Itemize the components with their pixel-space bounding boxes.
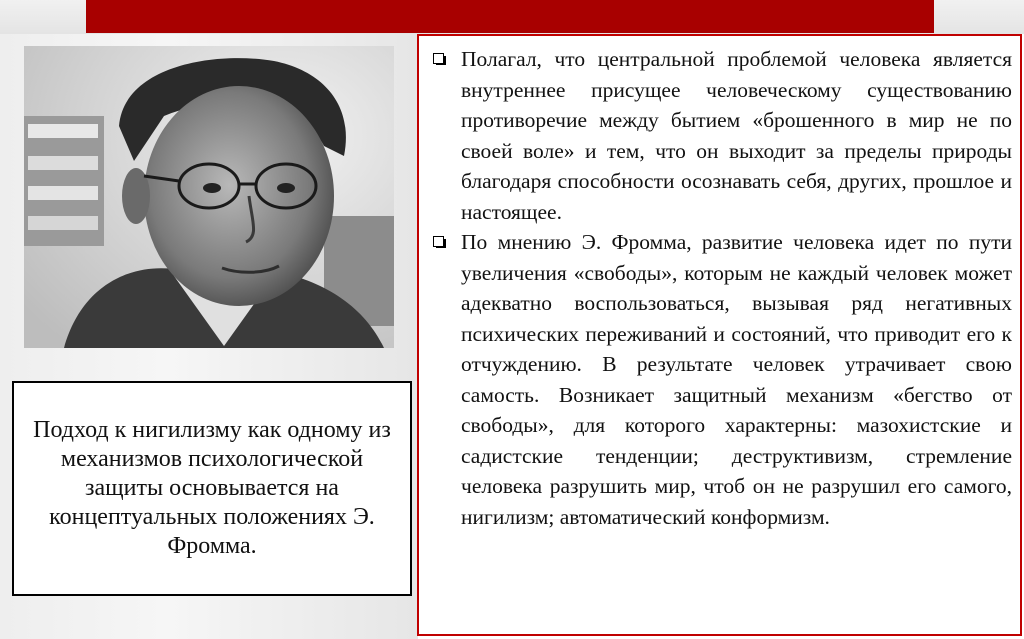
caption-text: Подход к нигилизму как одному из механизмов психологической защиты основывается на концептуальных положениях Э. Фромма. xyxy=(33,417,391,559)
checkbox-bullet-icon xyxy=(433,236,444,247)
title-bar xyxy=(86,0,934,33)
bullet-text-2: По мнению Э. Фромма, развитие человека идет по пути увеличения «свободы», которым не каждый человек может адекватно воспользоваться, вызывая ряд негативных психических переживаний и состояний, что приводит его к отчуждению. В результате человек утрачивает свою самость. Возникает защитный механизм «бегство от свободы», для которого характерны: мазохистские и садистские тенденции; деструктивизм, стремление человека разрушить мир, чтоб он не разрушил его самого, нигилизм; автоматический конформизм. xyxy=(461,230,1012,529)
bullet-text-1: Полагал, что центральной проблемой человека является внутреннее присущее человеческому существованию противоречие между бытием «брошенного в мир не по своей воле» и тем, что он выходит за пределы природы благодаря способности осознавать себя, других, прошлое и настоящее. xyxy=(461,47,1012,224)
portrait-image xyxy=(24,46,394,348)
bullet-item-2 xyxy=(431,227,1012,532)
text-panel xyxy=(417,34,1022,636)
bullet-item-1 xyxy=(431,44,1012,227)
portrait-photo xyxy=(24,46,394,348)
caption-box xyxy=(12,381,412,596)
checkbox-bullet-icon xyxy=(433,53,444,64)
